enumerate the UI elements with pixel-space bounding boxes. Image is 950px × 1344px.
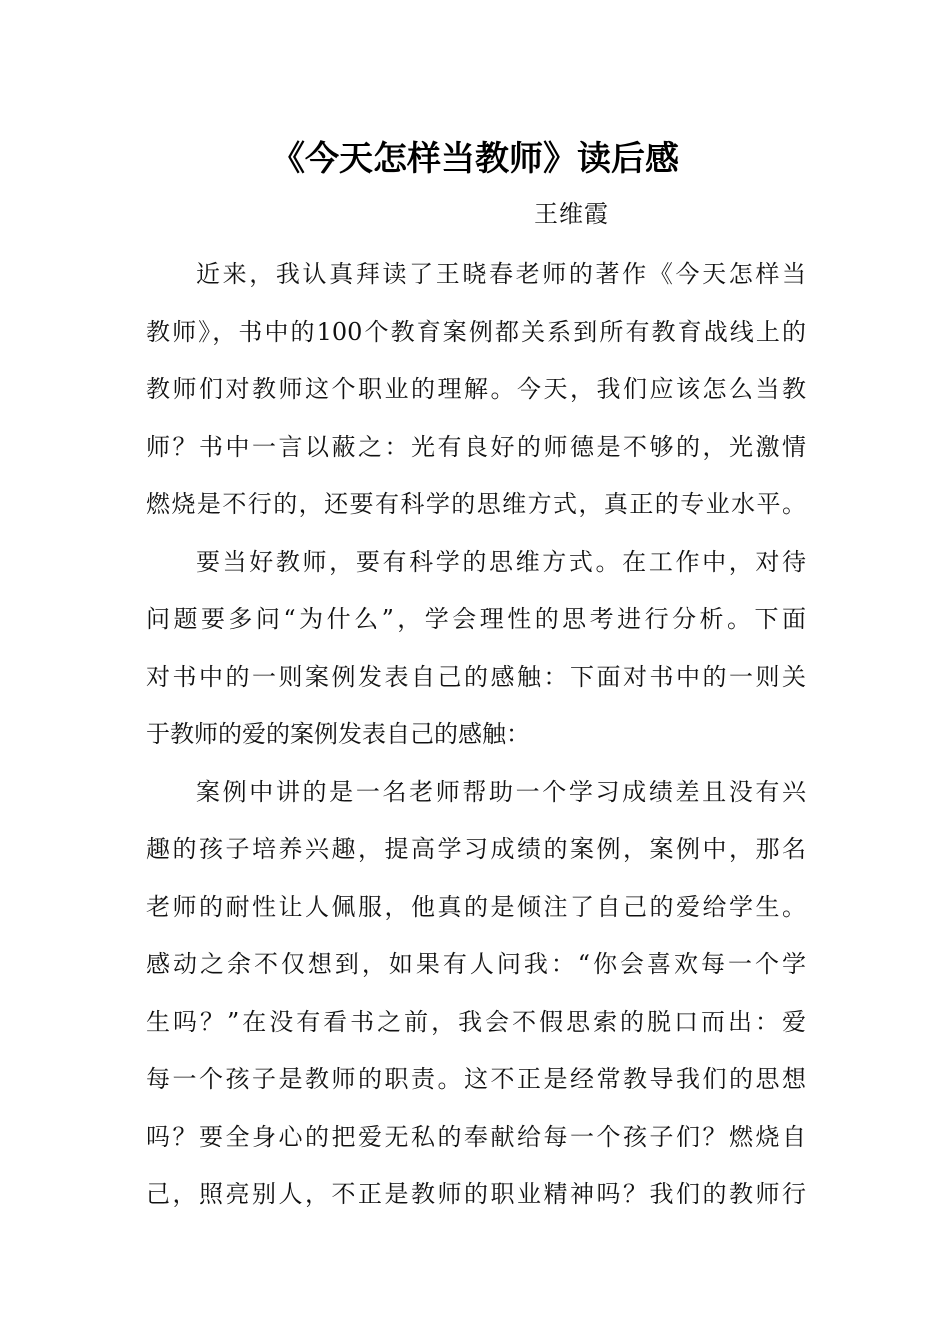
paragraph-3-line-8: 己，照亮别人，不正是教师的职业精神吗？我们的教师行 — [146, 1180, 806, 1208]
paragraph-3-line-1: 案例中讲的是一名老师帮助一个学习成绩差且没有兴 — [196, 778, 806, 806]
paragraph-1-line-5: 燃烧是不行的，还要有科学的思维方式，真正的专业水平。 — [146, 490, 806, 518]
paragraph-2-line-1: 要当好教师，要有科学的思维方式。在工作中，对待 — [196, 548, 806, 576]
paragraph-3-line-6: 每一个孩子是教师的职责。这不正是经常教导我们的思想 — [146, 1065, 806, 1093]
paragraph-3-line-4: 感动之余不仅想到，如果有人问我：“你会喜欢每一个学 — [146, 950, 806, 978]
paragraph-1-line-3: 教师们对教师这个职业的理解。今天，我们应该怎么当教 — [146, 375, 806, 403]
paragraph-2-line-3: 对书中的一则案例发表自己的感触：下面对书中的一则关 — [146, 663, 806, 691]
paragraph-3-line-5: 生吗？”在没有看书之前，我会不假思索的脱口而出：爱 — [146, 1008, 806, 1036]
paragraph-3-line-7: 吗？要全身心的把爱无私的奉献给每一个孩子们？燃烧自 — [146, 1123, 806, 1151]
paragraph-2-line-2: 问题要多问“为什么”，学会理性的思考进行分析。下面 — [146, 605, 806, 633]
paragraph-1-line-2: 教师》，书中的100个教育案例都关系到所有教育战线上的 — [146, 318, 806, 346]
paragraph-1-line-4: 师？书中一言以蔽之：光有良好的师德是不够的，光激情 — [146, 433, 806, 461]
paragraph-3-line-3: 老师的耐性让人佩服，他真的是倾注了自己的爱给学生。 — [146, 893, 806, 921]
paragraph-3-line-2: 趣的孩子培养兴趣，提高学习成绩的案例，案例中，那名 — [146, 835, 806, 863]
author-name: 王维霞 — [534, 200, 609, 228]
paragraph-2-line-4: 于教师的爱的案例发表自己的感触： — [146, 720, 530, 748]
document-title: 《今天怎样当教师》读后感 — [271, 139, 679, 179]
paragraph-1-line-1: 近来，我认真拜读了王晓春老师的著作《今天怎样当 — [196, 260, 806, 288]
